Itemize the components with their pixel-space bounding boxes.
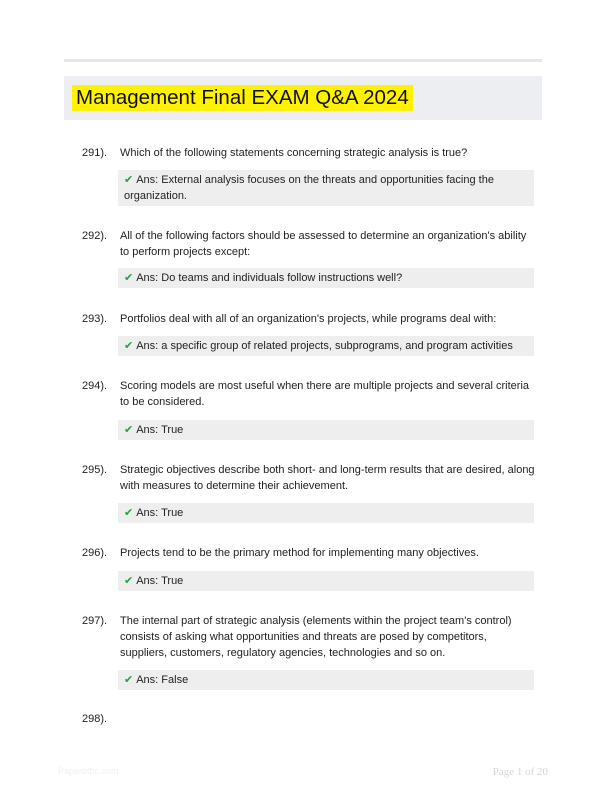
answer-text: False	[161, 674, 189, 686]
question-text: All of the following factors should be assessed to determine an organization's ability to perform projects except:	[120, 230, 527, 258]
question-number: 294).	[82, 380, 108, 392]
answer-prefix: Ans:	[136, 424, 159, 436]
question-text: Scoring models are most useful when there are multiple projects and several criteria to be considered.	[120, 380, 530, 408]
answer-box	[118, 503, 534, 523]
answer-text: True	[161, 575, 184, 587]
page-number: Page 1 of 20	[492, 766, 548, 778]
answer-box	[118, 571, 534, 591]
question-number: 298).	[82, 713, 108, 725]
question-text: The internal part of strategic analysis (elements within the project team's control) consists of asking what opportunities and threats are posed by competitors, suppliers, customers, regulatory agencies, technologies and so on.	[120, 615, 512, 659]
question-number: 291).	[82, 147, 108, 159]
footer-watermark: Paperbtbc.com	[58, 766, 119, 776]
answer-box	[118, 268, 534, 288]
answer-box	[118, 336, 534, 356]
answer-box	[118, 670, 534, 690]
question-number: 292).	[82, 230, 108, 242]
answer-prefix: Ans:	[136, 507, 159, 519]
check-icon: ✔	[124, 575, 134, 587]
answer-box	[118, 420, 534, 440]
answer-text: True	[161, 424, 184, 436]
check-icon: ✔	[124, 174, 134, 186]
answer-prefix: Ans:	[136, 575, 159, 587]
check-icon: ✔	[124, 272, 134, 284]
page-title: Management Final EXAM Q&A 2024	[72, 85, 413, 111]
question-text: Projects tend to be the primary method for implementing many objectives.	[120, 547, 479, 559]
answer-prefix: Ans:	[136, 340, 159, 352]
answer-box	[118, 170, 534, 206]
question-number: 295).	[82, 464, 108, 476]
question-text: Portfolios deal with all of an organization's projects, while programs deal with:	[120, 313, 497, 325]
question-number: 293).	[82, 313, 108, 325]
answer-prefix: Ans:	[136, 272, 159, 284]
answer-text: Do teams and individuals follow instructions well?	[161, 272, 403, 284]
question-text: Which of the following statements concerning strategic analysis is true?	[120, 147, 468, 159]
answer-text: a specific group of related projects, subprograms, and program activities	[161, 340, 513, 352]
check-icon: ✔	[124, 424, 134, 436]
answer-prefix: Ans:	[136, 174, 159, 186]
check-icon: ✔	[124, 507, 134, 519]
answer-text: True	[161, 507, 184, 519]
answer-text: External analysis focuses on the threats and opportunities facing the organization.	[124, 174, 494, 202]
check-icon: ✔	[124, 340, 134, 352]
check-icon: ✔	[124, 674, 134, 686]
question-text: Strategic objectives describe both short- and long-term results that are desired, along with measures to determine their achievement.	[120, 464, 535, 492]
question-number: 297).	[82, 615, 108, 627]
answer-prefix: Ans:	[136, 674, 159, 686]
question-number: 296).	[82, 547, 108, 559]
